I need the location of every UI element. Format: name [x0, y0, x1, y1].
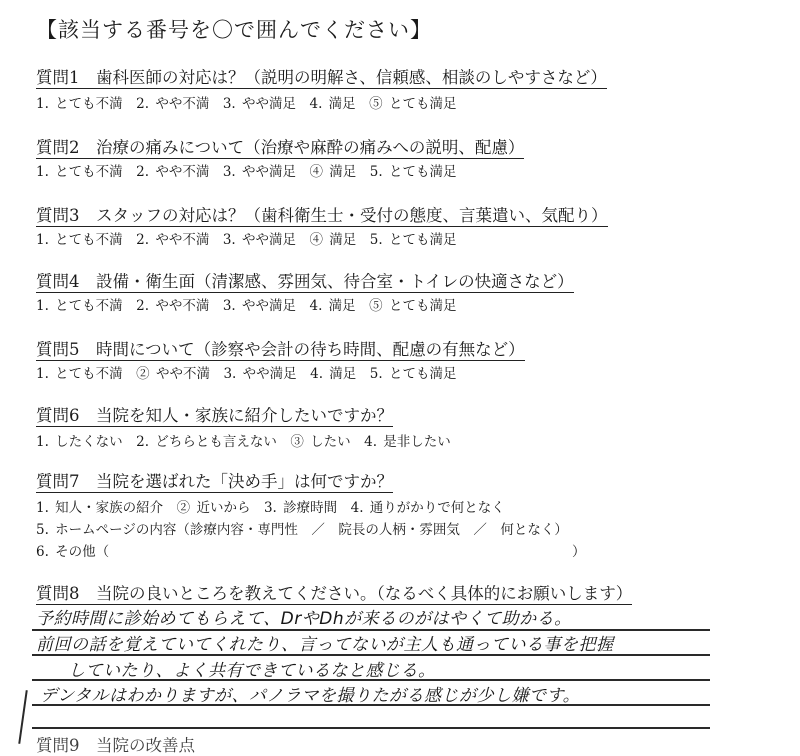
question-7 [36, 468, 393, 492]
question-7-options-line-1: 1. 知人・家族の紹介 ② 近いから 3. 診療時間 4. 通りがかりで何となく [36, 500, 505, 516]
question-7-other-open: 6. その他（ [36, 544, 110, 560]
question-4 [36, 268, 574, 292]
question-6-options: 1. したくない 2. どちらとも言えない ③ したい 4. 是非したい [36, 434, 451, 450]
question-1-options: 1. とても不満 2. やや不満 3. やや満足 4. 満足 ⑤ とても満足 [36, 96, 457, 112]
question-2-label: 質問2 治療の痛みについて（治療や麻酔の痛みへの説明、配慮） [36, 138, 525, 157]
question-5-label: 質問5 時間について（診察や会計の待ち時間、配慮の有無など） [36, 340, 525, 359]
question-4-options: 1. とても不満 2. やや不満 3. やや満足 4. 満足 ⑤ とても満足 [36, 298, 457, 314]
question-7-label: 質問7 当院を選ばれた「決め手」は何ですか？ [36, 472, 393, 491]
answer-line-3: していたり、よく共有できているなと感じる。 [68, 661, 436, 681]
answer-line-2: 前回の話を覚えていてくれたり、言ってないが主人も通っている事を把握 [36, 635, 614, 655]
question-1 [36, 64, 607, 88]
question-8 [36, 580, 632, 604]
question-6-label: 質問6 当院を知人・家族に紹介したいですか？ [36, 406, 393, 425]
question-3-options: 1. とても不満 2. やや不満 3. やや満足 ④ 満足 5. とても満足 [36, 232, 457, 248]
question-4-label: 質問4 設備・衛生面（清潔感、雰囲気、待合室・トイレの快適さなど） [36, 272, 574, 291]
margin-stroke [18, 690, 27, 744]
question-3-label: 質問3 スタッフの対応は？（歯科衛生士・受付の態度、言葉遣い、気配り） [36, 206, 608, 225]
answer-rule-5 [32, 727, 710, 729]
question-2 [36, 134, 524, 158]
question-6 [36, 402, 393, 426]
question-9-partial: 質問9 当院の改善点 [36, 736, 195, 755]
question-2-options: 1. とても不満 2. やや不満 3. やや満足 ④ 満足 5. とても満足 [36, 164, 457, 180]
question-7-other-close: ） [572, 544, 586, 560]
question-7-options-line-2: 5. ホームページの内容（診療内容・専門性 ／ 院長の人柄・雰囲気 ／ 何となく） [36, 522, 568, 538]
question-5 [36, 336, 525, 360]
question-1-label: 質問1 歯科医師の対応は？（説明の明解さ、信頼感、相談のしやすさなど） [36, 68, 607, 87]
answer-line-4: デンタルはわかりますが、パノラマを撮りたがる感じが少し嫌です。 [40, 686, 581, 706]
question-5-options: 1. とても不満 ② やや不満 3. やや満足 4. 満足 5. とても満足 [36, 366, 457, 382]
question-8-label: 質問8 当院の良いところを教えてください。（なるべく具体的にお願いします） [36, 584, 633, 603]
question-3 [36, 202, 608, 226]
answer-line-1: 予約時間に診始めてもらえて、DrやDhが来るのがはやくて助かる。 [36, 609, 572, 629]
page-title: 【該当する番号を〇で囲んでください】 [36, 18, 432, 42]
